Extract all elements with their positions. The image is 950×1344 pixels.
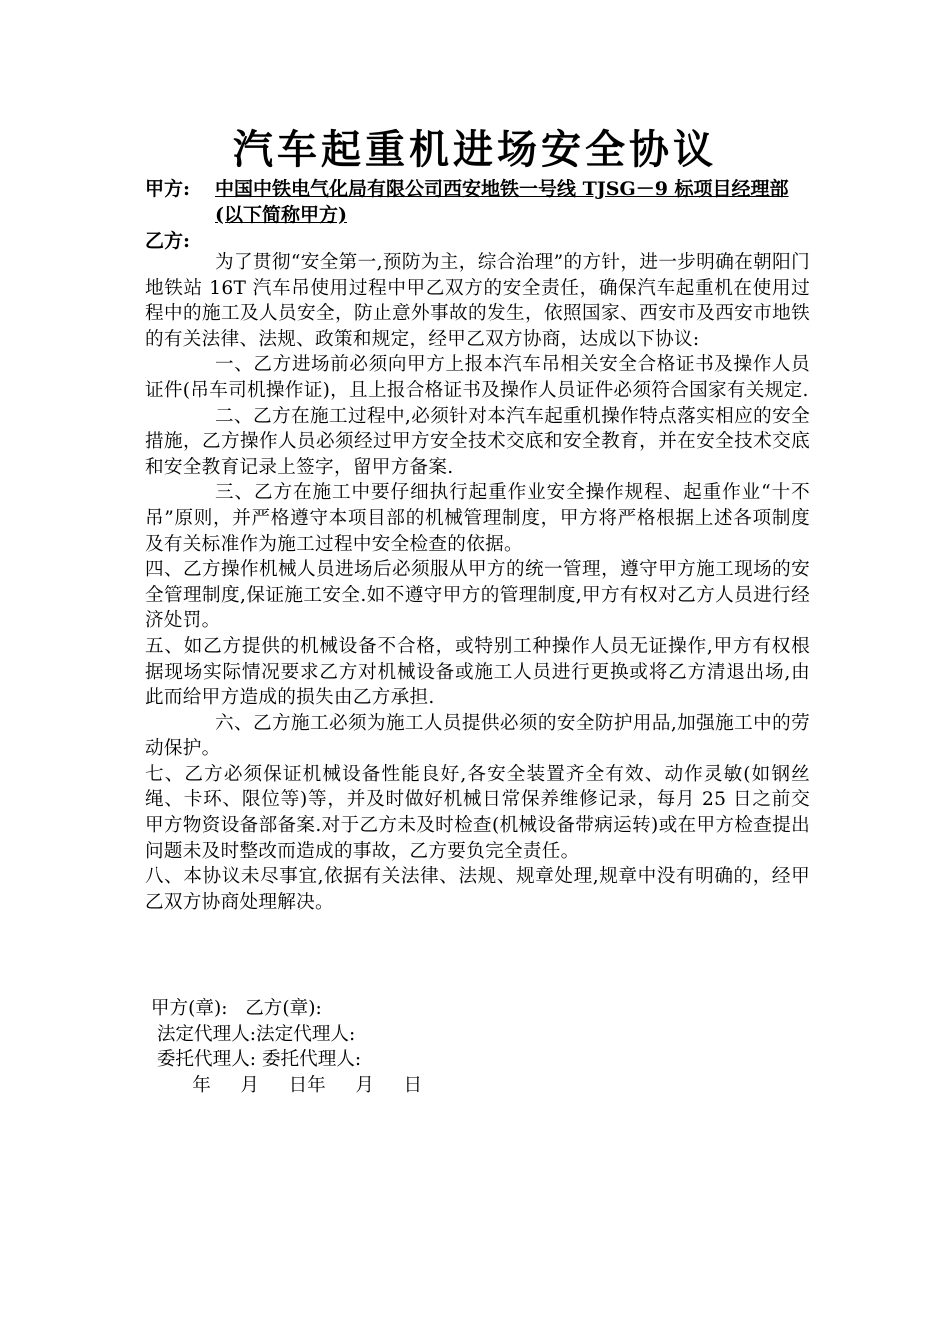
clause-8: 八、本协议未尽事宜,依据有关法律、法规、规章处理,规章中没有明确的，经甲乙双方协商处理解决。 xyxy=(145,866,810,913)
date-line: 年 月 日年 月 日 xyxy=(145,1074,423,1096)
document-title: 汽车起重机进场安全协议 xyxy=(233,126,717,173)
clause-7: 七、乙方必须保证机械设备性能良好,各安全装置齐全有效、动作灵敏(如钢丝绳、卡环、限位等)等，并及时做好机械日常保养维修记录，每月 25 日之前交甲方物资设备部备案.对于乙方未及时检查(机械设备带病运转)或在甲方检查提出问题未及时整改而造成的事故，乙方要负完全责任。 xyxy=(145,763,810,862)
party-a-name: 中国中铁电气化局有限公司西安地铁一号线 TJSG－9 标项目经理部(以下简称甲方) xyxy=(215,178,789,226)
clause-6: 六、乙方施工必须为施工人员提供必须的安全防护用品,加强施工中的劳动保护。 xyxy=(145,712,810,760)
agreement-body xyxy=(145,250,810,915)
party-b-label: 乙方: xyxy=(145,230,191,252)
legal-representative-line: 法定代理人:法定代理人: xyxy=(145,1023,356,1045)
stamp-line: 甲方(章): 乙方(章): xyxy=(145,998,322,1019)
intro-paragraph: 为了贯彻“安全第一,预防为主，综合治理”的方针，进一步明确在朝阳门地铁站 16T 汽车吊使用过程中甲乙双方的安全责任，确保汽车起重机在使用过程中的施工及人员安全，防止意外事故的发生，依照国家、西安市及西安市地铁的有关法律、法规、政策和规定，经甲乙双方协商，达成以下协议: xyxy=(145,252,810,350)
clause-1: 一、乙方进场前必须向甲方上报本汽车吊相关安全合格证书及操作人员证件(吊车司机操作证)，且上报合格证书及操作人员证件必须符合国家有关规定. xyxy=(145,354,810,401)
clause-5: 五、如乙方提供的机械设备不合格，或特别工种操作人员无证操作,甲方有权根据现场实际情况要求乙方对机械设备或施工人员进行更换或将乙方清退出场,由此而给甲方造成的损失由乙方承担. xyxy=(145,635,810,709)
clause-3: 三、乙方在施工中要仔细执行起重作业安全操作规程、起重作业“十不吊”原则，并严格遵守本项目部的机械管理制度，甲方将严格根据上述各项制度及有关标准作为施工过程中安全检查的依据。 xyxy=(145,482,810,555)
signature-block xyxy=(145,996,422,1098)
party-a-label: 甲方: xyxy=(145,178,191,200)
clause-4: 四、乙方操作机械人员进场后必须服从甲方的统一管理，遵守甲方施工现场的安全管理制度,保证施工安全.如不遵守甲方的管理制度,甲方有权对乙方人员进行经济处罚。 xyxy=(145,559,810,632)
clause-2: 二、乙方在施工过程中,必须针对本汽车起重机操作特点落实相应的安全措施，乙方操作人员必须经过甲方安全技术交底和安全教育，并在安全技术交底和安全教育记录上签字，留甲方备案. xyxy=(145,405,810,478)
authorized-agent-line: 委托代理人: 委托代理人: xyxy=(145,1049,362,1071)
